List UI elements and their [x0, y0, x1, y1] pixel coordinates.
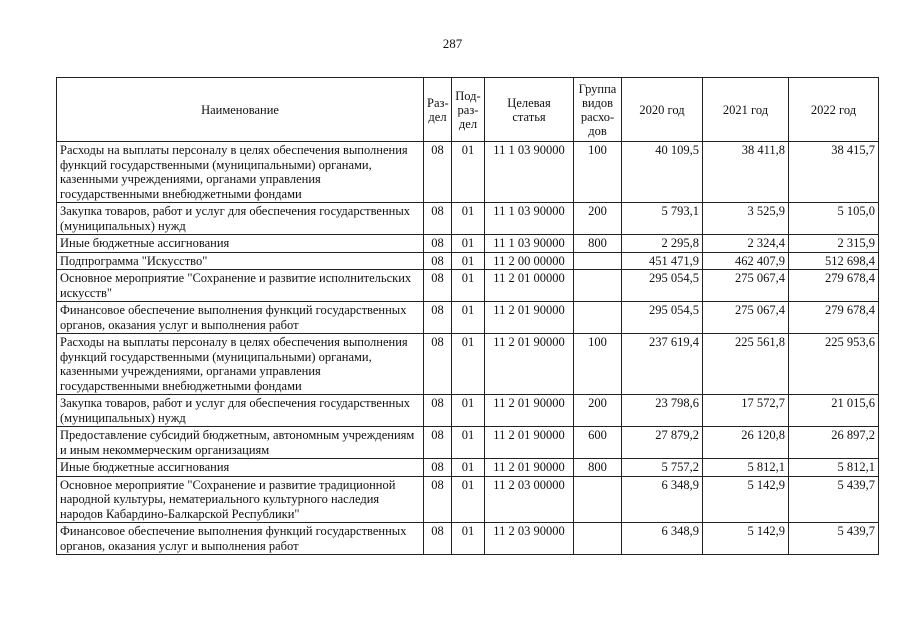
- row-name: Подпрограмма "Искусство": [57, 252, 424, 270]
- row-subsection: 01: [452, 203, 485, 235]
- row-group: 800: [574, 235, 622, 253]
- row-target: 11 2 01 90000: [485, 459, 574, 477]
- row-target: 11 2 01 90000: [485, 302, 574, 334]
- table-row: [57, 395, 879, 427]
- row-2021: 17 572,7: [703, 395, 789, 427]
- table-body: [57, 142, 879, 555]
- row-2021: 5 142,9: [703, 523, 789, 555]
- row-group: [574, 270, 622, 302]
- row-2021: 225 561,8: [703, 334, 789, 395]
- col-header-group-line: видов: [581, 95, 614, 110]
- row-2021: 462 407,9: [703, 252, 789, 270]
- table-row: [57, 302, 879, 334]
- row-target: 11 2 00 00000: [485, 252, 574, 270]
- table-row: [57, 252, 879, 270]
- row-name: Иные бюджетные ассигнования: [57, 459, 424, 477]
- row-subsection: 01: [452, 302, 485, 334]
- row-section: 08: [424, 395, 452, 427]
- col-header-group-line: дов: [588, 123, 607, 138]
- row-2020: 27 879,2: [622, 427, 703, 459]
- header-row: [57, 78, 879, 142]
- col-header-subsection-line: дел: [458, 116, 478, 131]
- row-target: 11 1 03 90000: [485, 203, 574, 235]
- row-group: 600: [574, 427, 622, 459]
- row-2020: 40 109,5: [622, 142, 703, 203]
- col-header-name: Наименование: [57, 78, 424, 142]
- row-2022: 5 439,7: [789, 476, 879, 523]
- row-section: 08: [424, 459, 452, 477]
- row-section: 08: [424, 142, 452, 203]
- row-2021: 2 324,4: [703, 235, 789, 253]
- row-name: Основное мероприятие "Сохранение и развитие традиционной народной культуры, нематериального культурного наследия народов Кабардино-Балкарской Республики": [57, 476, 424, 523]
- row-target: 11 2 03 90000: [485, 523, 574, 555]
- row-section: 08: [424, 235, 452, 253]
- table-row: [57, 523, 879, 555]
- budget-table: [56, 77, 879, 555]
- row-group: 800: [574, 459, 622, 477]
- row-2020: 451 471,9: [622, 252, 703, 270]
- col-header-section-line: дел: [428, 109, 447, 124]
- row-2022: 279 678,4: [789, 270, 879, 302]
- table-row: [57, 235, 879, 253]
- row-2020: 5 757,2: [622, 459, 703, 477]
- row-target: 11 1 03 90000: [485, 142, 574, 203]
- row-subsection: 01: [452, 235, 485, 253]
- row-2021: 275 067,4: [703, 270, 789, 302]
- row-name: Финансовое обеспечение выполнения функций государственных органов, оказания услуг и выполнения работ: [57, 302, 424, 334]
- page-number: 287: [442, 36, 463, 51]
- row-group: 200: [574, 203, 622, 235]
- row-2022: 26 897,2: [789, 427, 879, 459]
- row-2021: 3 525,9: [703, 203, 789, 235]
- row-subsection: 01: [452, 523, 485, 555]
- table-row: [57, 142, 879, 203]
- row-name: Расходы на выплаты персоналу в целях обеспечения выполнения функций государственными (муниципальными) органами, казенными учреждениями, органами управления государственными внебюджетными фондами: [57, 142, 424, 203]
- row-subsection: 01: [452, 334, 485, 395]
- row-subsection: 01: [452, 142, 485, 203]
- row-subsection: 01: [452, 395, 485, 427]
- col-header-group-line: расхо-: [580, 109, 615, 124]
- row-2020: 5 793,1: [622, 203, 703, 235]
- table-row: [57, 427, 879, 459]
- table-row: [57, 476, 879, 523]
- col-header-subsection: [452, 78, 485, 142]
- col-header-2021: 2021 год: [703, 78, 789, 142]
- row-2020: 6 348,9: [622, 476, 703, 523]
- col-header-target-line: статья: [512, 109, 546, 124]
- row-group: 200: [574, 395, 622, 427]
- col-header-2020: 2020 год: [622, 78, 703, 142]
- col-header-target-line: Целевая: [507, 95, 551, 110]
- row-target: 11 2 01 00000: [485, 270, 574, 302]
- row-2022: 279 678,4: [789, 302, 879, 334]
- row-name: Закупка товаров, работ и услуг для обеспечения государственных (муниципальных) нужд: [57, 395, 424, 427]
- col-header-section: [424, 78, 452, 142]
- row-target: 11 2 01 90000: [485, 334, 574, 395]
- table-row: [57, 459, 879, 477]
- row-group: [574, 252, 622, 270]
- col-header-group: [574, 78, 622, 142]
- row-section: 08: [424, 270, 452, 302]
- row-2021: 38 411,8: [703, 142, 789, 203]
- row-name: Предоставление субсидий бюджетным, автономным учреждениям и иным некоммерческим организациям: [57, 427, 424, 459]
- col-header-target: [485, 78, 574, 142]
- table-row: [57, 334, 879, 395]
- row-2022: 38 415,7: [789, 142, 879, 203]
- row-section: 08: [424, 476, 452, 523]
- row-group: 100: [574, 334, 622, 395]
- row-target: 11 2 03 00000: [485, 476, 574, 523]
- row-section: 08: [424, 523, 452, 555]
- row-subsection: 01: [452, 476, 485, 523]
- row-section: 08: [424, 334, 452, 395]
- col-header-section-line: Раз-: [427, 95, 449, 110]
- row-2020: 237 619,4: [622, 334, 703, 395]
- row-section: 08: [424, 427, 452, 459]
- table-row: [57, 270, 879, 302]
- row-subsection: 01: [452, 252, 485, 270]
- row-2020: 23 798,6: [622, 395, 703, 427]
- row-group: [574, 302, 622, 334]
- row-subsection: 01: [452, 459, 485, 477]
- row-2022: 512 698,4: [789, 252, 879, 270]
- row-target: 11 1 03 90000: [485, 235, 574, 253]
- col-header-2022: 2022 год: [789, 78, 879, 142]
- row-name: Финансовое обеспечение выполнения функций государственных органов, оказания услуг и выполнения работ: [57, 523, 424, 555]
- row-group: [574, 476, 622, 523]
- row-2020: 6 348,9: [622, 523, 703, 555]
- row-2022: 5 812,1: [789, 459, 879, 477]
- table-header: [57, 78, 879, 142]
- row-2022: 225 953,6: [789, 334, 879, 395]
- row-group: 100: [574, 142, 622, 203]
- row-subsection: 01: [452, 270, 485, 302]
- row-2020: 2 295,8: [622, 235, 703, 253]
- row-group: [574, 523, 622, 555]
- row-section: 08: [424, 203, 452, 235]
- row-2022: 2 315,9: [789, 235, 879, 253]
- row-name: Закупка товаров, работ и услуг для обеспечения государственных (муниципальных) нужд: [57, 203, 424, 235]
- row-name: Расходы на выплаты персоналу в целях обеспечения выполнения функций государственными (муниципальными) органами, казенными учреждениями, органами управления государственными внебюджетными фондами: [57, 334, 424, 395]
- row-2022: 21 015,6: [789, 395, 879, 427]
- table-row: [57, 203, 879, 235]
- row-section: 08: [424, 252, 452, 270]
- row-2022: 5 439,7: [789, 523, 879, 555]
- col-header-subsection-line: Под-: [455, 88, 481, 103]
- row-section: 08: [424, 302, 452, 334]
- row-2021: 5 812,1: [703, 459, 789, 477]
- row-2021: 275 067,4: [703, 302, 789, 334]
- col-header-subsection-line: раз-: [457, 102, 479, 117]
- row-2020: 295 054,5: [622, 270, 703, 302]
- row-2020: 295 054,5: [622, 302, 703, 334]
- row-target: 11 2 01 90000: [485, 427, 574, 459]
- row-target: 11 2 01 90000: [485, 395, 574, 427]
- row-name: Иные бюджетные ассигнования: [57, 235, 424, 253]
- col-header-group-line: Группа: [578, 81, 617, 96]
- row-2021: 5 142,9: [703, 476, 789, 523]
- row-subsection: 01: [452, 427, 485, 459]
- row-name: Основное мероприятие "Сохранение и развитие исполнительских искусств": [57, 270, 424, 302]
- row-2021: 26 120,8: [703, 427, 789, 459]
- row-2022: 5 105,0: [789, 203, 879, 235]
